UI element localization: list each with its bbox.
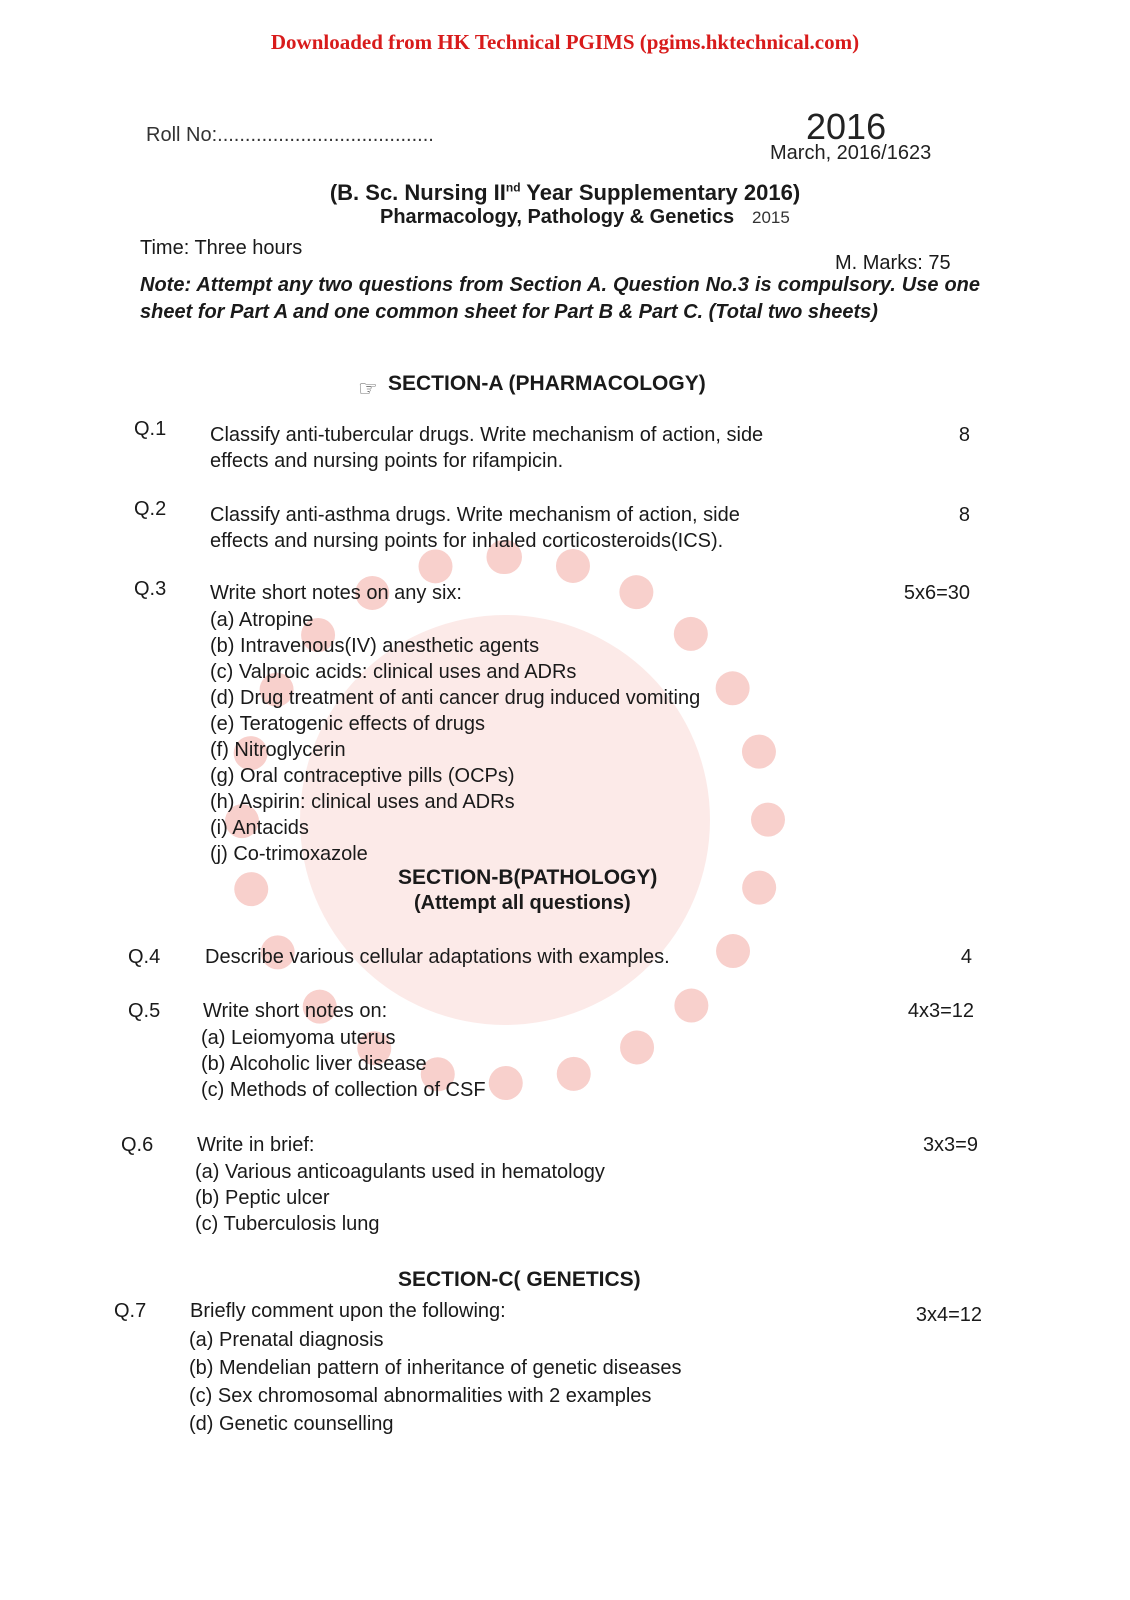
q3-text: Write short notes on any six:: [210, 582, 462, 604]
pointing-hand-icon: ☞: [358, 376, 378, 401]
list-item: (f) Nitroglycerin: [210, 739, 346, 761]
q3-marks: 5x6=30: [903, 582, 970, 604]
list-item: (c) Valproic acids: clinical uses and ADRs: [210, 661, 577, 683]
list-item: (c) Tuberculosis lung: [195, 1213, 380, 1235]
q5-list: [201, 1025, 486, 1103]
q6-number: Q.6: [121, 1134, 154, 1156]
course-title-part2: Year Supplementary 2016): [520, 180, 801, 205]
list-item: (j) Co-trimoxazole: [210, 843, 368, 865]
q2-text-line1: Classify anti-asthma drugs. Write mechanism of action, side: [210, 504, 740, 526]
q3-list: [210, 607, 700, 867]
list-item: (i) Antacids: [210, 817, 309, 839]
time-allowed: Time: Three hours: [140, 237, 303, 259]
list-item: (g) Oral contraceptive pills (OCPs): [210, 765, 515, 787]
q2-marks: 8: [958, 504, 970, 526]
q5-text: Write short notes on:: [203, 1000, 388, 1022]
section-b-title: SECTION-B(PATHOLOGY): [398, 866, 658, 889]
q4-number: Q.4: [128, 946, 161, 968]
exam-session: March, 2016/1623: [770, 142, 932, 164]
list-item: (a) Atropine: [210, 609, 314, 631]
q5-number: Q.5: [128, 1000, 161, 1022]
list-item: (b) Peptic ulcer: [195, 1187, 330, 1209]
list-item: (b) Alcoholic liver disease: [201, 1053, 427, 1075]
q7-marks: 3x4=12: [915, 1304, 982, 1326]
course-title: [0, 180, 1130, 206]
q6-marks: 3x3=9: [922, 1134, 978, 1156]
q2-number: Q.2: [134, 498, 167, 520]
q4-marks: 4: [960, 946, 972, 968]
q3-number: Q.3: [134, 578, 167, 600]
list-item: (a) Various anticoagulants used in hematology: [195, 1161, 605, 1183]
q4-text: Describe various cellular adaptations with examples.: [205, 946, 670, 968]
q1-text-line1: Classify anti-tubercular drugs. Write mechanism of action, side: [210, 424, 764, 446]
list-item: (a) Prenatal diagnosis: [189, 1329, 384, 1351]
course-title-superscript: nd: [505, 180, 521, 195]
section-a-title: SECTION-A (PHARMACOLOGY): [388, 372, 706, 395]
list-item: (h) Aspirin: clinical uses and ADRs: [210, 791, 515, 813]
subject-year: 2015: [752, 208, 790, 227]
list-item: (d) Drug treatment of anti cancer drug induced vomiting: [210, 687, 701, 709]
roll-number-field: Roll No:.......................................: [146, 124, 434, 146]
q6-text: Write in brief:: [197, 1134, 315, 1156]
list-item: (b) Mendelian pattern of inheritance of genetic diseases: [189, 1357, 682, 1379]
list-item: (c) Methods of collection of CSF: [201, 1079, 486, 1101]
list-item: (e) Teratogenic effects of drugs: [210, 713, 485, 735]
instructions-note: Note: Attempt any two questions from Section A. Question No.3 is compulsory. Use one sheet for Part A and one common sheet for Part B & Part C. (Total two sheets): [140, 274, 980, 323]
list-item: (a) Leiomyoma uterus: [201, 1027, 396, 1049]
max-marks: M. Marks: 75: [835, 252, 951, 274]
q6-list: [195, 1159, 605, 1237]
section-c-title: SECTION-C( GENETICS): [398, 1268, 641, 1291]
section-b-subtitle: (Attempt all questions): [414, 892, 631, 914]
course-title-part1: (B. Sc. Nursing II: [329, 180, 506, 205]
q1-text-line2: effects and nursing points for rifampicin.: [210, 450, 564, 472]
q5-marks: 4x3=12: [907, 1000, 974, 1022]
exam-year: 2016: [806, 106, 887, 147]
q2-text-line2: effects and nursing points for inhaled corticosteroids(ICS).: [210, 530, 724, 552]
list-item: (c) Sex chromosomal abnormalities with 2 examples: [189, 1385, 652, 1407]
q1-number: Q.1: [134, 418, 167, 440]
q1-marks: 8: [958, 424, 970, 446]
list-item: (b) Intravenous(IV) anesthetic agents: [210, 635, 540, 657]
q7-number: Q.7: [114, 1300, 147, 1322]
subject-title: Pharmacology, Pathology & Genetics: [380, 206, 735, 228]
q7-text: Briefly comment upon the following:: [190, 1300, 506, 1322]
list-item: (d) Genetic counselling: [189, 1413, 394, 1435]
download-banner: Downloaded from HK Technical PGIMS (pgims.hktechnical.com): [270, 30, 860, 54]
q7-list: [189, 1326, 682, 1438]
